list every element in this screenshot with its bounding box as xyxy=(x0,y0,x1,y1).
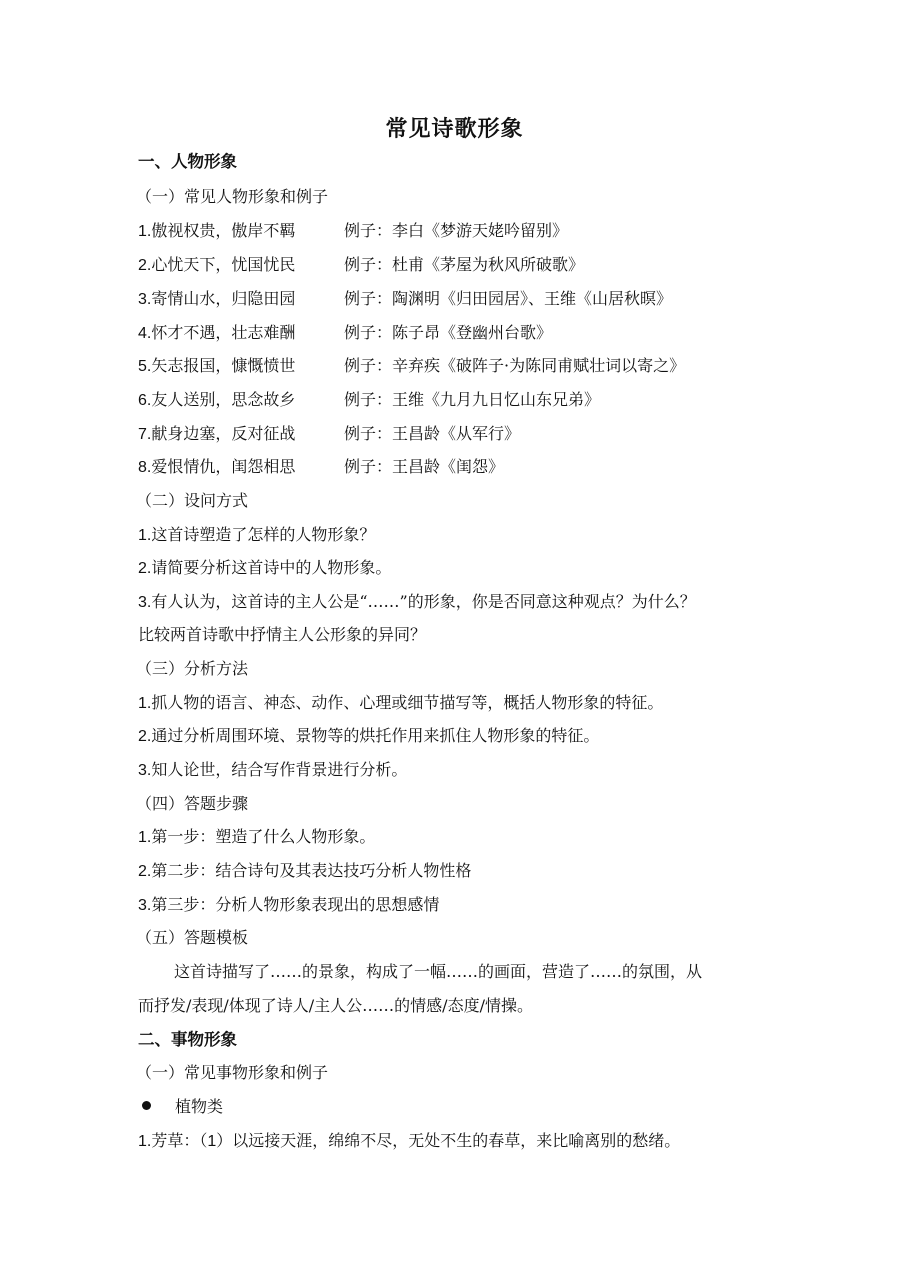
item-example: 例子：陈子昂《登幽州台歌》 xyxy=(344,323,553,342)
item-example: 例子：杜甫《茅屋为秋风所破歌》 xyxy=(344,255,585,274)
subheading-analysis-method: （三）分析方法 xyxy=(136,659,249,678)
list-item xyxy=(138,556,391,581)
list-item xyxy=(138,388,788,413)
bullet-icon xyxy=(142,1101,151,1110)
list-item xyxy=(138,253,788,278)
item-number: 6. xyxy=(138,392,152,409)
list-item xyxy=(138,321,788,346)
item-number: 1. xyxy=(138,695,152,712)
list-item xyxy=(138,724,599,749)
item-example: 例子：陶渊明《归田园居》、王维《山居秋暝》 xyxy=(344,289,673,308)
document-title: 常见诗歌形象 xyxy=(385,116,524,142)
item-number: 3. xyxy=(138,291,152,308)
item-number: 2. xyxy=(138,728,152,745)
item-text: 第三步：分析人物形象表现出的思想感情 xyxy=(151,895,440,914)
item-text: 爱恨情仇，闺怨相思 xyxy=(151,457,296,476)
list-item xyxy=(138,455,788,480)
list-item xyxy=(138,354,788,379)
item-text: 献身边塞，反对征战 xyxy=(151,424,296,443)
item-text: 这首诗塑造了怎样的人物形象？ xyxy=(151,525,376,544)
item-text: 傲视权贵，傲岸不羁 xyxy=(151,221,296,240)
item-number: 2. xyxy=(138,560,152,577)
item-text-start: 芳草：（ xyxy=(151,1131,208,1150)
list-item xyxy=(138,825,375,850)
item-text: 寄情山水，归隐田园 xyxy=(151,289,296,308)
item-text: 第二步：结合诗句及其表达技巧分析人物性格 xyxy=(151,861,472,880)
item-number: 2. xyxy=(138,257,152,274)
list-item xyxy=(138,287,788,312)
bullet-label: 植物类 xyxy=(175,1097,224,1116)
item-text: 心忧天下，忧国忧民 xyxy=(151,255,296,274)
item-text: 矢志报国，慷慨愤世 xyxy=(151,356,296,375)
item-number: 3. xyxy=(138,897,152,914)
section-heading-characters: 一、人物形象 xyxy=(138,152,237,171)
item-text: 怀才不遇，壮志难酬 xyxy=(151,323,296,342)
item-number: 1. xyxy=(138,527,152,544)
item-number: 5. xyxy=(138,358,152,375)
item-number: 3. xyxy=(138,594,152,611)
item-paren-number: 1 xyxy=(207,1133,217,1150)
item-text: 知人论世，结合写作背景进行分析。 xyxy=(151,760,408,779)
item-text: 第一步：塑造了什么人物形象。 xyxy=(151,827,376,846)
item-number: 1. xyxy=(138,829,152,846)
item-number: 1. xyxy=(138,223,152,240)
list-item xyxy=(138,590,696,615)
list-item xyxy=(138,422,788,447)
list-item xyxy=(138,219,788,244)
template-paragraph-line2: 而抒发/表现/体现了诗人/主人公……的情感/态度/情操。 xyxy=(138,996,533,1015)
item-number: 8. xyxy=(138,459,152,476)
item-number: 1. xyxy=(138,1133,152,1150)
item-text-end: ）以远接天涯，绵绵不尽，无处不生的春草，来比喻离别的愁绪。 xyxy=(216,1131,681,1150)
item-text: 通过分析周围环境、景物等的烘托作用来抓住人物形象的特征。 xyxy=(151,726,600,745)
subheading-common-objects: （一）常见事物形象和例子 xyxy=(136,1063,329,1082)
item-number: 4. xyxy=(138,325,152,342)
paragraph-line: 比较两首诗歌中抒情主人公形象的异同？ xyxy=(138,625,427,644)
item-text: 请简要分析这首诗中的人物形象。 xyxy=(151,558,392,577)
list-item xyxy=(138,758,407,783)
subheading-common-characters: （一）常见人物形象和例子 xyxy=(136,187,329,206)
list-item xyxy=(138,859,471,884)
item-number: 2. xyxy=(138,863,152,880)
item-example: 例子：王昌龄《闺怨》 xyxy=(344,457,505,476)
list-item xyxy=(138,1129,680,1154)
item-text: 有人认为，这首诗的主人公是“……”的形象，你是否同意这种观点？为什么？ xyxy=(151,592,696,611)
list-item xyxy=(138,691,663,716)
subheading-answer-template: （五）答题模板 xyxy=(136,928,249,947)
item-number: 7. xyxy=(138,426,152,443)
list-item xyxy=(138,523,375,548)
template-paragraph-line1: 这首诗描写了……的景象，构成了一幅……的画面，营造了……的氛围，从 xyxy=(174,962,703,981)
subheading-answer-steps: （四）答题步骤 xyxy=(136,794,249,813)
item-text: 抓人物的语言、神态、动作、心理或细节描写等，概括人物形象的特征。 xyxy=(151,693,664,712)
bullet-item xyxy=(138,1095,223,1119)
item-example: 例子：王昌龄《从军行》 xyxy=(344,424,521,443)
item-example: 例子：王维《九月九日忆山东兄弟》 xyxy=(344,390,601,409)
subheading-question-style: （二）设问方式 xyxy=(136,491,249,510)
item-example: 例子：李白《梦游天姥吟留别》 xyxy=(344,221,569,240)
item-number: 3. xyxy=(138,762,152,779)
section-heading-objects: 二、事物形象 xyxy=(138,1030,237,1049)
item-example: 例子：辛弃疾《破阵子·为陈同甫赋壮词以寄之》 xyxy=(344,356,686,375)
list-item xyxy=(138,893,439,918)
item-text: 友人送别，思念故乡 xyxy=(151,390,296,409)
